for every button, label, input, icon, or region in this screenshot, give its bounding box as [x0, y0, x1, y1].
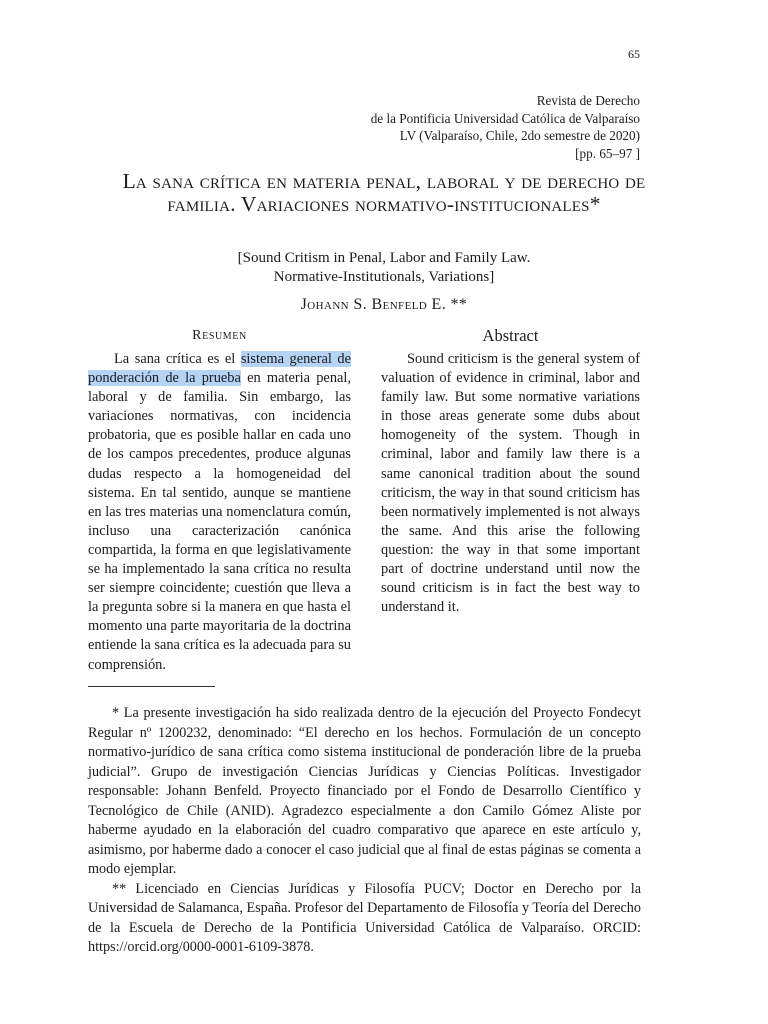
subtitle-line-1: [Sound Critism in Penal, Labor and Family Law.: [237, 250, 531, 266]
abstract-es: [88, 350, 351, 675]
page-number: 65: [628, 47, 640, 61]
abstract-es-text-start: La sana crítica es el: [114, 351, 241, 367]
journal-institution: de la Pontificia Universidad Católica de Valparaíso: [370, 110, 640, 126]
journal-name: Revista de Derecho: [536, 93, 640, 108]
abstract-es-heading: Resumen: [192, 328, 247, 343]
footnotes: [88, 704, 641, 958]
selected-text-highlight[interactable]: sistema general de ponderación de la prueba: [88, 351, 351, 387]
abstract-en-paragraph[interactable]: Sound criticism is the general system of valuation of evidence in criminal, labor and family law. But some normative variations in those areas generate some dubs about homogeneity of the system. Though in criminal, labor and family law there is a same canonical tradition about the sound criticism, the way in that sound criticism has been normatively implemented is not always the same. And this arise the following question: the way in that some important part of doctrine understand until now the sound criticism is in fact the best way to understand it.: [381, 351, 640, 616]
journal-pages: [pp. 65–97 ]: [575, 145, 640, 161]
footnote-2[interactable]: ** Licenciado en Ciencias Jurídicas y Filosofía PUCV; Doctor en Derecho por la Universidad de Salamanca, España. Profesor del Departamento de Filosofía y Teoría del Derecho de la Escuela de Derecho de la Pontificia Universidad Católica de Valparaíso. ORCID: https://orcid.org/0000-0001-6109-3878.: [88, 880, 641, 955]
abstract-en: [381, 350, 640, 617]
footnote-divider: [88, 686, 215, 687]
subtitle-line-2: Normative-Institutionals, Variations]: [273, 269, 495, 285]
journal-info: [371, 92, 640, 162]
footnote-1[interactable]: * La presente investigación ha sido realizada dentro de la ejecución del Proyecto Fondecyt Regular nº 1200232, denominado: “El derecho en los hechos. Formulación de un concepto normativo-jurídico de sana crítica como sistema institucional de ponderación libre de la prueba judicial”. Grupo de investigación Ciencias Jurídicas y Ciencias Políticas. Investigador responsable: Johann Benfeld. Proyecto financiado por el Fondo de Desarrollo Científico y Tecnológico de Chile (ANID). Agradezco especialmente a don Camilo Gómez Aliste por haberme ayudado en la elaboración del cuadro comparativo que aparece en este artículo y, asimismo, por haberme dado a conocer el caso judicial que al final de estas páginas se comenta a modo ejemplar.: [88, 705, 641, 877]
article-title: La sana crítica en materia penal, laboral y de derecho de familia. Variaciones normativo-institucionales*: [122, 169, 646, 216]
journal-volume: LV (Valparaíso, Chile, 2do semestre de 2020): [399, 128, 640, 143]
abstract-es-paragraph[interactable]: [88, 350, 351, 675]
abstract-en-heading: Abstract: [482, 326, 539, 345]
author-name: Johann S. Benfeld E. **: [300, 296, 468, 313]
article-subtitle: [100, 249, 668, 287]
abstract-es-text-rest: en materia penal, laboral y de familia. Sin embargo, las variaciones normativas, con incidencia probatoria, que es posible hallar en cada uno de los campos precedentes, produce algunas dudas respecto a la homogeneidad del sistema. En tal sentido, aunque se mantiene en las tres materias una nomenclatura común, incluso una caracterización canónica compartida, la forma en que legislativamente se ha implementado la sana crítica no resulta ser siempre coincidente; cuestión que lleva a la pregunta sobre si la manera en que hasta el momento una parte mayoritaria de la doctrina entiende la sana crítica es la adecuada para su comprensión.: [88, 370, 351, 673]
